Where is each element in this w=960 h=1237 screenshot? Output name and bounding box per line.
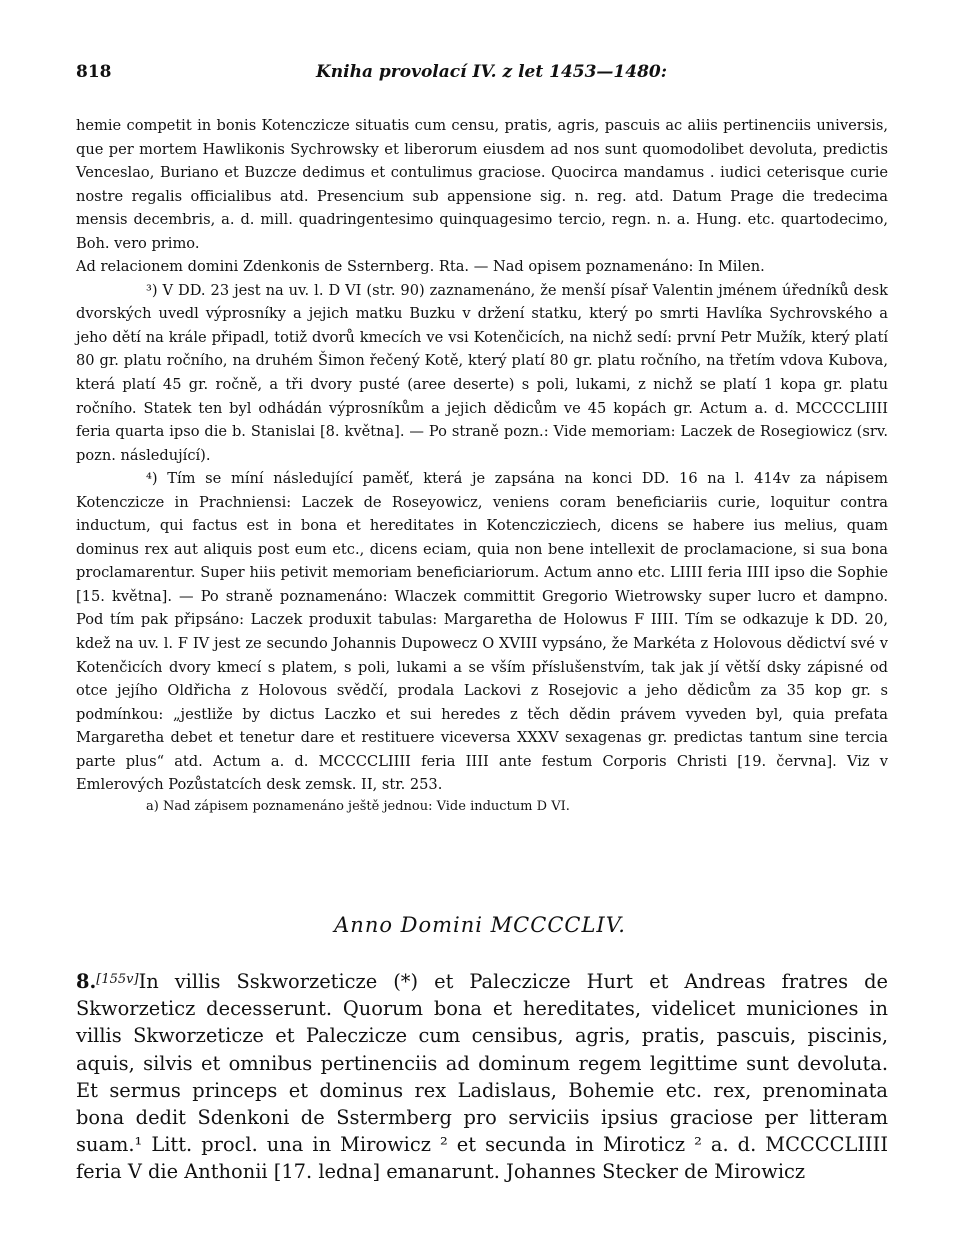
relation-line: Ad relacionem domini Zdenkonis de Ssternberg. Rta. — Nad opisem poznamenáno: In Milen. (76, 258, 765, 276)
page-number: 818 (76, 62, 112, 82)
section-title: Anno Domini MCCCCLIV. (334, 913, 626, 937)
footnote-4-subnote: a) Nad zápisem poznamenáno ještě jednou: Vide inductum D VI. (146, 798, 570, 814)
footnote-4: ⁴) Tím se míní následující paměť, která je zapsána na konci DD. 16 na l. 414v za nápisem Kotenczicze in Prachniensi: Laczek de Roseyowicz, veniens coram beneficiariis curie, loquitur contra inductum, qui factus est in bona et hereditates in Kotenczicziech, dicens se habere ius melius, quam dominus rex aut aliquis post eum etc., dicens eciam, quia non bene intellexit de proclamacione, si sua bona proclamarentur. Super hiis petivit memoriam beneficiariorum. Actum anno etc. LIIII feria IIII ipso die Sophie [15. května]. — Po straně poznamenáno: Wlaczek committit Gregorio Wietrowsky super lucro et dampno. Pod tím pak připsáno: Laczek produxit tabulas: Margaretha de Holowus F IIII. Tím se odkazuje k DD. 20, kdež na uv. l. F IV jest ze secundo Johannis Dupowecz O XVIII vypsáno, že Markéta z Holovous dědictví své v Kotenčicích dvory kmecí s platem, s poli, lukami a se vším příslušenstvím, tak jak jí větší dsky zápisné od otce jejího Oldřicha z Holovous svědčí, prodala Lackovi z Rosejovic a jeho dědicům za 35 kop gr. s podmínkou: „jestliže by dictus Laczko et sui heredes z těch dědin právem vyveden byl, quia prefata Margaretha debet et tenetur dare et restituere viceversa XXXV sexagenas gr. predictas tantum sine tercia parte plus“ atd. Actum a. d. MCCCCLIIII feria IIII ante festum Corporis Christi [19. června]. Viz v Emlerových Pozůstatcích desk zemsk. II, str. 253. (76, 470, 888, 794)
folio-ref: [155v] (96, 972, 139, 987)
entry-number: 8. (76, 970, 97, 993)
running-title: Kniha provolací IV. z let 1453—1480: (316, 62, 668, 82)
footnote-3: ³) V DD. 23 jest na uv. l. D VI (str. 90) zaznamenáno, že menší písař Valentin jménem úředníků desk dvorských uvedl výprosníky a jejich matku Buzku v držení statku, který po smrti Havlíka Sychrovského a jeho dětí na krále připadl, totiž dvorů kmecích ve vsi Kotenčicích, na nichž sedí: první Petr Mužík, který platí 80 gr. platu ročního, na druhém Šimon řečený Kotě, který platí 80 gr. platu ročního, na třetím vdova Kubova, která platí 45 gr. ročně, a tři dvory pusté (aree deserte) s poli, lukami, z nichž se platí 1 kopa gr. platu ročního. Statek ten byl odhádán výprosníkům a jejich dědicům ve 45 kopách gr. Actum a. d. MCCCCLIIII feria quarta ipso die b. Stanislai [8. května]. — Po straně pozn.: Vide memoriam: Laczek de Rosegiowicz (srv. pozn. následující). (76, 281, 888, 464)
entry-8-text: In villis Sskworzeticze (*) et Paleczicze Hurt et Andreas fratres de Skworzeticz decesserunt. Quorum bona et hereditates, videlicet municiones in villis Skworzeticze et Paleczicze cum censibus, agris, pratis, pascuis, piscinis, aquis, silvis et omnibus pertinenciis ad dominum regem legittime sunt devoluta. Et sermus princeps et dominus rex Ladislaus, Bohemie etc. rex, prenominata bona dedit Sdenkoni de Sstermberg pro serviciis ipsius graciose per litteram suam.¹ Litt. procl. una in Mirowicz ² et secunda in Miroticz ² a. d. MCCCCLIIII feria V die Anthonii [17. ledna] emanarunt. Johannes Stecker de Mirowicz (76, 970, 888, 1184)
entry-8-paragraph (76, 966, 888, 1186)
charter-paragraph: hemie competit in bonis Kotenczicze situatis cum censu, pratis, agris, pascuis ac aliis pertinenciis universis, que per mortem Hawlikonis Sychrowsky et liberorum eiusdem ad nos sunt quomodolibet devoluta, predictis Venceslao, Buriano et Buzcze dedimus et contulimus graciose. Quocirca mandamus . iudici ceterisque curie nostre regalis officialibus atd. Presencium sub appensione sig. n. reg. atd. Datum Prage die tredecima mensis decembris, a. d. mill. quadringentesimo quinquagesimo tercio, regn. n. a. Hung. etc. quartodecimo, Boh. vero primo. (76, 117, 888, 252)
page-header (76, 62, 888, 88)
entry-8 (76, 966, 888, 1186)
continuation-block (76, 114, 888, 817)
